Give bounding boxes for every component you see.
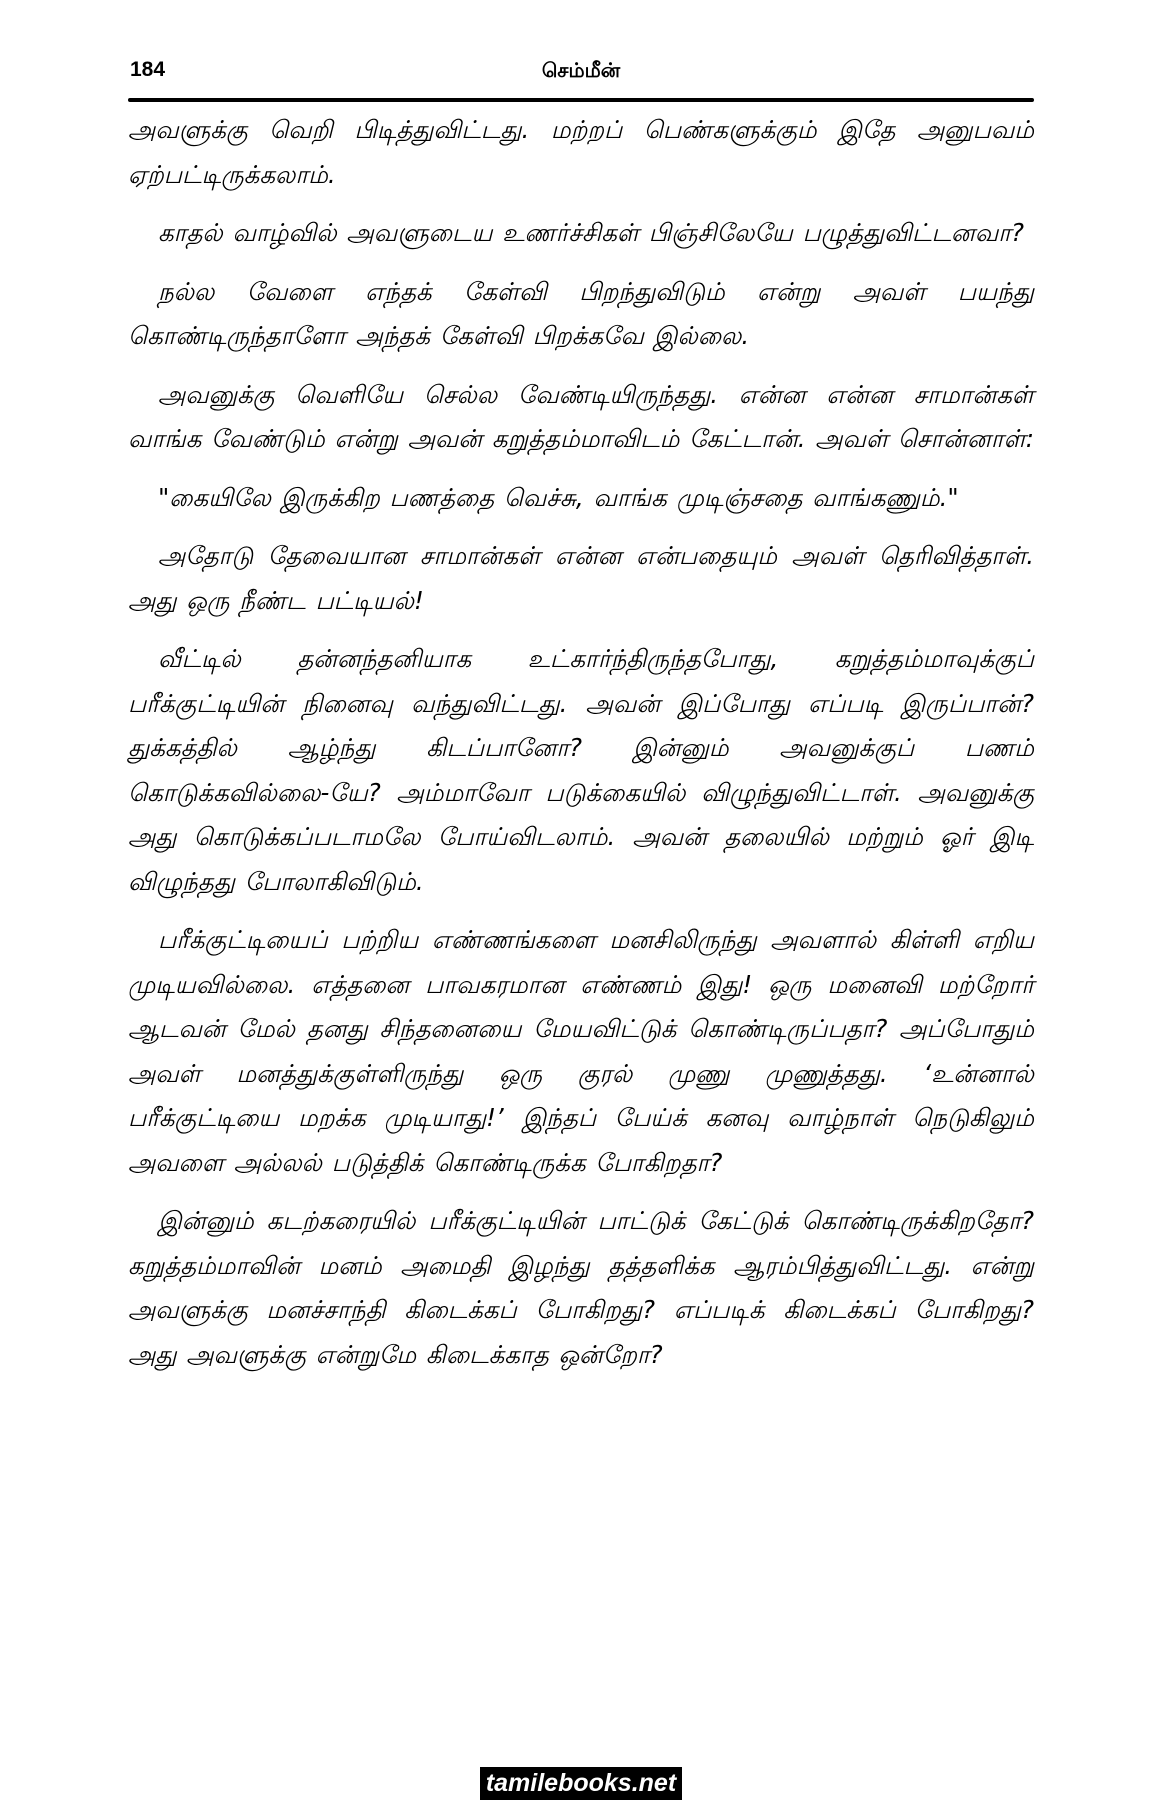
body-text	[128, 108, 1034, 1391]
paragraph-quote: "கையிலே இருக்கிற பணத்தை வெச்சு, வாங்க முடிஞ்சதை வாங்கணும்."	[158, 482, 959, 512]
paragraph: அவளுக்கு வெறி பிடித்துவிட்டது. மற்றப் பெண்களுக்கும் இதே அனுபவம் ஏற்பட்டிருக்கலாம்.	[128, 115, 1034, 189]
paragraph: வீட்டில் தன்னந்தனியாக உட்கார்ந்திருந்தபோது, கறுத்தம்மாவுக்குப் பரீக்குட்டியின் நினைவு வந்துவிட்டது. அவன் இப்போது எப்படி இருப்பான்? துக்கத்தில் ஆழ்ந்து கிடப்பானோ? இன்னும் அவனுக்குப் பணம் கொடுக்கவில்லை-யே? அம்மாவோ படுக்கையில் விழுந்துவிட்டாள். அவனுக்கு அது கொடுக்கப்படாமலே போய்விடலாம். அவன் தலையில் மற்றும் ஓர் இடி விழுந்தது போலாகிவிடும்.	[128, 644, 1034, 896]
paragraph: இன்னும் கடற்கரையில் பரீக்குட்டியின் பாட்டுக் கேட்டுக் கொண்டிருக்கிறதோ? கறுத்தம்மாவின் மனம் அமைதி இழந்து தத்தளிக்க ஆரம்பித்துவிட்டது. என்று அவளுக்கு மனச்சாந்தி கிடைக்கப் போகிறது? எப்படிக் கிடைக்கப் போகிறது? அது அவளுக்கு என்றுமே கிடைக்காத ஒன்றோ?	[128, 1206, 1034, 1369]
running-title: செம்மீன்	[541, 58, 621, 82]
paragraph: பரீக்குட்டியைப் பற்றிய எண்ணங்களை மனசிலிருந்து அவளால் கிள்ளி எறிய முடியவில்லை. எத்தனை பாவகரமான எண்ணம் இது! ஒரு மனைவி மற்றோர் ஆடவன் மேல் தனது சிந்தனையை மேயவிட்டுக் கொண்டிருப்பதா? அப்போதும் அவள் மனத்துக்குள்ளிருந்து ஒரு குரல் முணு முணுத்தது. ‘உன்னால் பரீக்குட்டியை மறக்க முடியாது!’ இந்தப் பேய்க் கனவு வாழ்நாள் நெடுகிலும் அவளை அல்லல் படுத்திக் கொண்டிருக்க போகிறதா?	[128, 925, 1034, 1177]
page-header	[128, 58, 1034, 88]
header-rule	[128, 98, 1034, 102]
paragraph: நல்ல வேளை எந்தக் கேள்வி பிறந்துவிடும் என்று அவள் பயந்து கொண்டிருந்தாளோ அந்தக் கேள்வி பிறக்கவே இல்லை.	[128, 276, 1034, 350]
paragraph: அவனுக்கு வெளியே செல்ல வேண்டியிருந்தது. என்ன என்ன சாமான்கள் வாங்க வேண்டும் என்று அவன் கறுத்தம்மாவிடம் கேட்டான். அவள் சொன்னாள்:	[128, 379, 1034, 453]
paragraph: காதல் வாழ்வில் அவளுடைய உணர்ச்சிகள் பிஞ்சிலேயே பழுத்துவிட்டனவா?	[158, 218, 1025, 247]
paragraph: அதோடு தேவையான சாமான்கள் என்ன என்பதையும் அவள் தெரிவித்தாள். அது ஒரு நீண்ட பட்டியல்!	[128, 541, 1034, 615]
page-number: 184	[130, 58, 166, 81]
watermark-badge: tamilebooks.net	[480, 1767, 682, 1800]
